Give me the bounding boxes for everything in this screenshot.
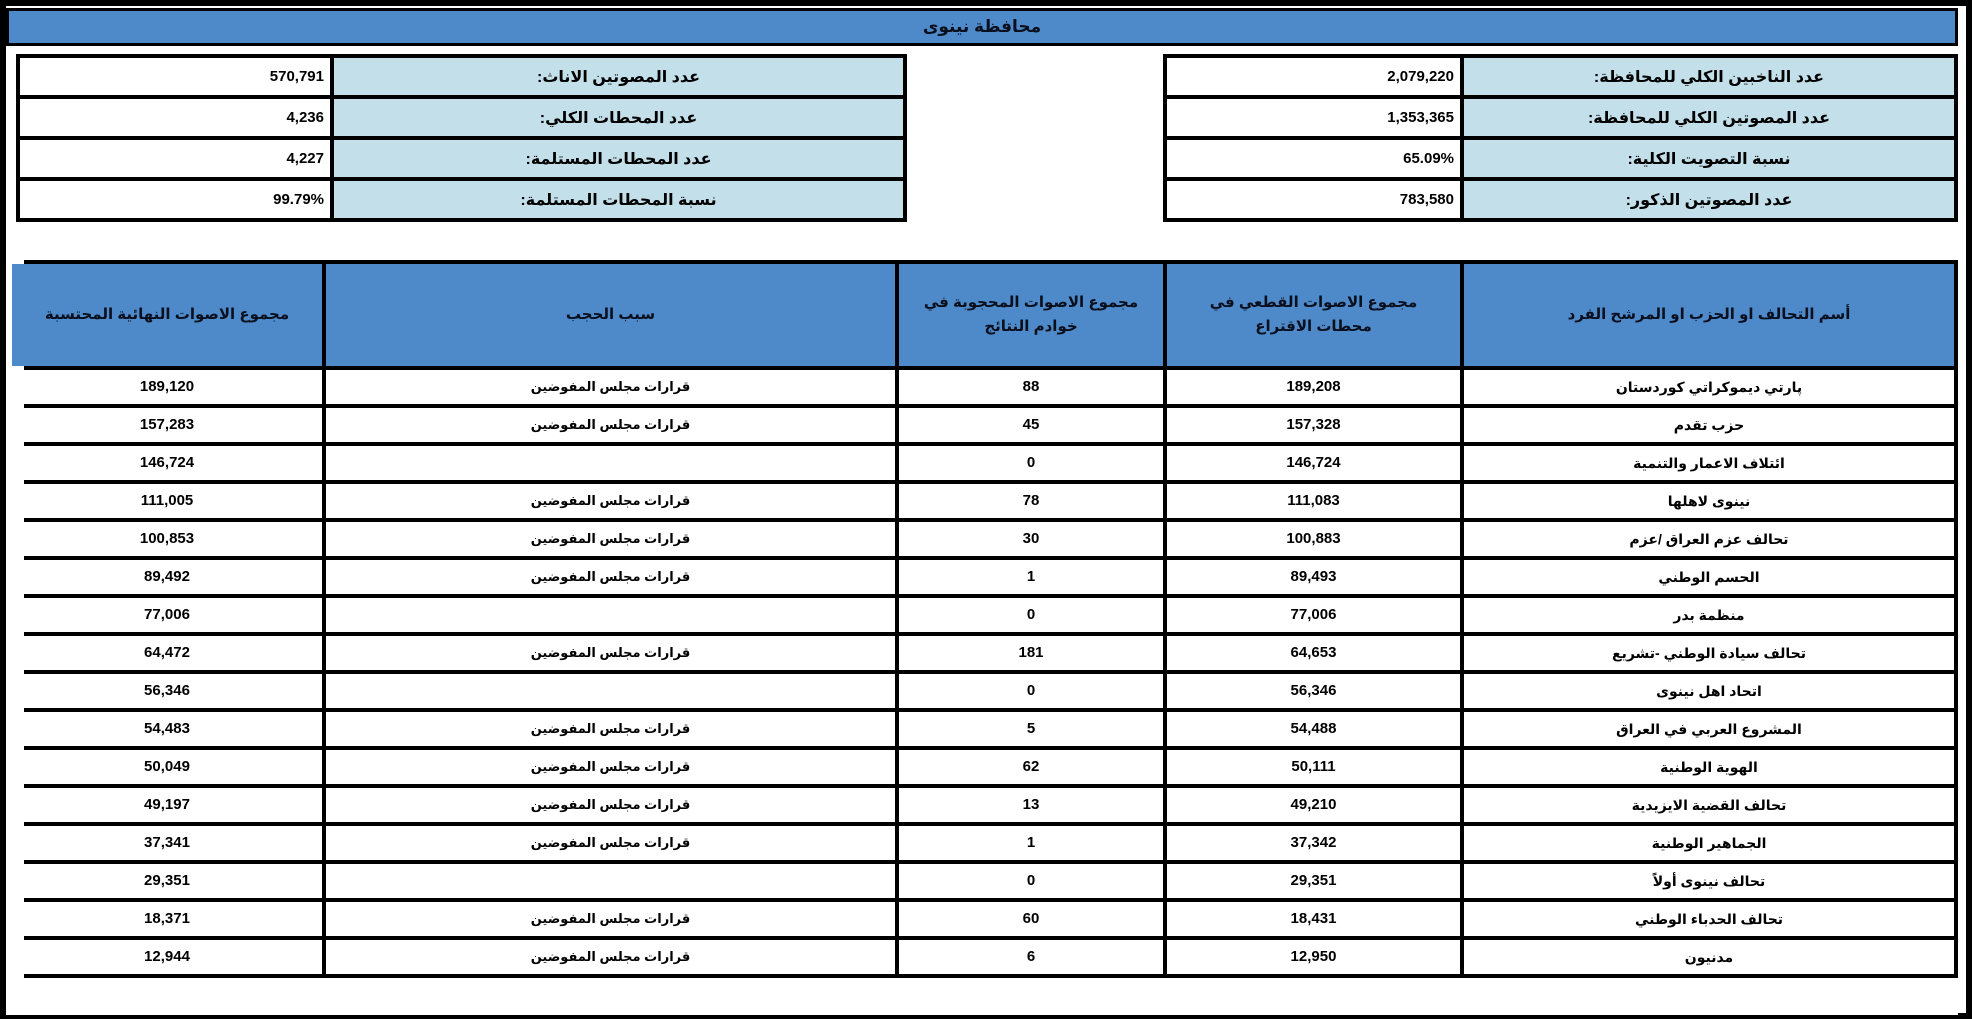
- cell-final-votes: 56,346: [12, 674, 322, 708]
- header-cell-coalition-name: أسم التحالف او الحزب او المرشح الفرد: [1464, 264, 1954, 366]
- cell-block-reason: [326, 864, 895, 898]
- cell-definitive-votes: 146,724: [1167, 446, 1460, 480]
- cell-block-reason: [326, 446, 895, 480]
- summary-value: 4,236: [20, 99, 330, 136]
- summary-section: [6, 54, 1958, 222]
- cell-block-reason: قرارات مجلس المفوضين: [326, 408, 895, 442]
- summary-value: 65.09%: [1167, 140, 1460, 177]
- cell-definitive-votes: 157,328: [1167, 408, 1460, 442]
- cell-definitive-votes: 56,346: [1167, 674, 1460, 708]
- cell-block-reason: [326, 598, 895, 632]
- cell-blocked-votes: 1: [899, 560, 1163, 594]
- cell-final-votes: 77,006: [12, 598, 322, 632]
- summary-table-voters: [1163, 54, 1958, 222]
- cell-blocked-votes: 88: [899, 370, 1163, 404]
- cell-block-reason: قرارات مجلس المفوضين: [326, 788, 895, 822]
- cell-final-votes: 12,944: [12, 940, 322, 974]
- cell-coalition-name: الجماهير الوطنية: [1464, 826, 1954, 860]
- cell-final-votes: 37,341: [12, 826, 322, 860]
- cell-final-votes: 49,197: [12, 788, 322, 822]
- cell-final-votes: 29,351: [12, 864, 322, 898]
- cell-coalition-name: تحالف سيادة الوطني -تشريع: [1464, 636, 1954, 670]
- cell-coalition-name: المشروع العربي في العراق: [1464, 712, 1954, 746]
- cell-final-votes: 157,283: [12, 408, 322, 442]
- summary-value: 570,791: [20, 58, 330, 95]
- cell-blocked-votes: 1: [899, 826, 1163, 860]
- cell-block-reason: [326, 674, 895, 708]
- cell-definitive-votes: 111,083: [1167, 484, 1460, 518]
- cell-block-reason: قرارات مجلس المفوضين: [326, 560, 895, 594]
- cell-block-reason: قرارات مجلس المفوضين: [326, 370, 895, 404]
- summary-label: نسبة التصويت الكلية:: [1464, 140, 1954, 177]
- cell-coalition-name: مدنيون: [1464, 940, 1954, 974]
- cell-blocked-votes: 0: [899, 598, 1163, 632]
- cell-coalition-name: الهوية الوطنية: [1464, 750, 1954, 784]
- summary-value: 99.79%: [20, 181, 330, 218]
- cell-block-reason: قرارات مجلس المفوضين: [326, 522, 895, 556]
- cell-coalition-name: الحسم الوطني: [1464, 560, 1954, 594]
- cell-blocked-votes: 6: [899, 940, 1163, 974]
- cell-block-reason: قرارات مجلس المفوضين: [326, 636, 895, 670]
- cell-final-votes: 146,724: [12, 446, 322, 480]
- cell-final-votes: 18,371: [12, 902, 322, 936]
- cell-definitive-votes: 54,488: [1167, 712, 1460, 746]
- summary-label: عدد المصوتين الكلي للمحافظة:: [1464, 99, 1954, 136]
- summary-label: عدد المحطات المستلمة:: [334, 140, 903, 177]
- cell-coalition-name: ائتلاف الاعمار والتنمية: [1464, 446, 1954, 480]
- cell-definitive-votes: 189,208: [1167, 370, 1460, 404]
- cell-blocked-votes: 45: [899, 408, 1163, 442]
- summary-value: 2,079,220: [1167, 58, 1460, 95]
- cell-final-votes: 64,472: [12, 636, 322, 670]
- summary-middle-gap: [907, 54, 1163, 222]
- cell-definitive-votes: 12,950: [1167, 940, 1460, 974]
- cell-block-reason: قرارات مجلس المفوضين: [326, 712, 895, 746]
- cell-final-votes: 111,005: [12, 484, 322, 518]
- cell-definitive-votes: 77,006: [1167, 598, 1460, 632]
- cell-final-votes: 54,483: [12, 712, 322, 746]
- page-title: محافظة نينوى: [6, 8, 1958, 46]
- results-table: [24, 260, 1958, 978]
- cell-blocked-votes: 78: [899, 484, 1163, 518]
- cell-definitive-votes: 37,342: [1167, 826, 1460, 860]
- summary-value: 4,227: [20, 140, 330, 177]
- cell-block-reason: قرارات مجلس المفوضين: [326, 902, 895, 936]
- cell-definitive-votes: 64,653: [1167, 636, 1460, 670]
- header-cell-blocked-votes: مجموع الاصوات المحجوبة في خوادم النتائج: [899, 264, 1163, 366]
- cell-blocked-votes: 5: [899, 712, 1163, 746]
- cell-final-votes: 89,492: [12, 560, 322, 594]
- cell-coalition-name: تحالف القضية الايزيدية: [1464, 788, 1954, 822]
- cell-definitive-votes: 18,431: [1167, 902, 1460, 936]
- cell-coalition-name: نينوى لاهلها: [1464, 484, 1954, 518]
- cell-blocked-votes: 0: [899, 864, 1163, 898]
- cell-definitive-votes: 100,883: [1167, 522, 1460, 556]
- cell-coalition-name: تحالف عزم العراق /عزم: [1464, 522, 1954, 556]
- cell-blocked-votes: 181: [899, 636, 1163, 670]
- section-spacer: [6, 222, 1958, 260]
- summary-label: عدد المصوتين الاناث:: [334, 58, 903, 95]
- header-cell-block-reason: سبب الحجب: [326, 264, 895, 366]
- summary-label: نسبة المحطات المستلمة:: [334, 181, 903, 218]
- cell-coalition-name: اتحاد اهل نينوى: [1464, 674, 1954, 708]
- cell-block-reason: قرارات مجلس المفوضين: [326, 484, 895, 518]
- cell-block-reason: قرارات مجلس المفوضين: [326, 826, 895, 860]
- bottom-blank-area: [6, 978, 1958, 1015]
- cell-definitive-votes: 29,351: [1167, 864, 1460, 898]
- summary-table-stations: [16, 54, 907, 222]
- cell-blocked-votes: 30: [899, 522, 1163, 556]
- cell-blocked-votes: 0: [899, 674, 1163, 708]
- cell-coalition-name: پارتي ديموكراتي كوردستان: [1464, 370, 1954, 404]
- cell-coalition-name: حزب تقدم: [1464, 408, 1954, 442]
- cell-blocked-votes: 60: [899, 902, 1163, 936]
- header-cell-definitive-votes: مجموع الاصوات القطعي في محطات الاقتراع: [1167, 264, 1460, 366]
- cell-definitive-votes: 89,493: [1167, 560, 1460, 594]
- cell-final-votes: 189,120: [12, 370, 322, 404]
- cell-definitive-votes: 50,111: [1167, 750, 1460, 784]
- summary-value: 783,580: [1167, 181, 1460, 218]
- cell-blocked-votes: 0: [899, 446, 1163, 480]
- cell-final-votes: 50,049: [12, 750, 322, 784]
- cell-block-reason: قرارات مجلس المفوضين: [326, 940, 895, 974]
- cell-coalition-name: تحالف نينوى أولاً: [1464, 864, 1954, 898]
- summary-label: عدد المصوتين الذكور:: [1464, 181, 1954, 218]
- cell-final-votes: 100,853: [12, 522, 322, 556]
- header-cell-final-votes: مجموع الاصوات النهائية المحتسبة: [12, 264, 322, 366]
- summary-label: عدد المحطات الكلي:: [334, 99, 903, 136]
- cell-blocked-votes: 62: [899, 750, 1163, 784]
- cell-blocked-votes: 13: [899, 788, 1163, 822]
- cell-coalition-name: تحالف الحدباء الوطني: [1464, 902, 1954, 936]
- cell-coalition-name: منظمة بدر: [1464, 598, 1954, 632]
- summary-label: عدد الناخبين الكلي للمحافظة:: [1464, 58, 1954, 95]
- cell-definitive-votes: 49,210: [1167, 788, 1460, 822]
- summary-value: 1,353,365: [1167, 99, 1460, 136]
- cell-block-reason: قرارات مجلس المفوضين: [326, 750, 895, 784]
